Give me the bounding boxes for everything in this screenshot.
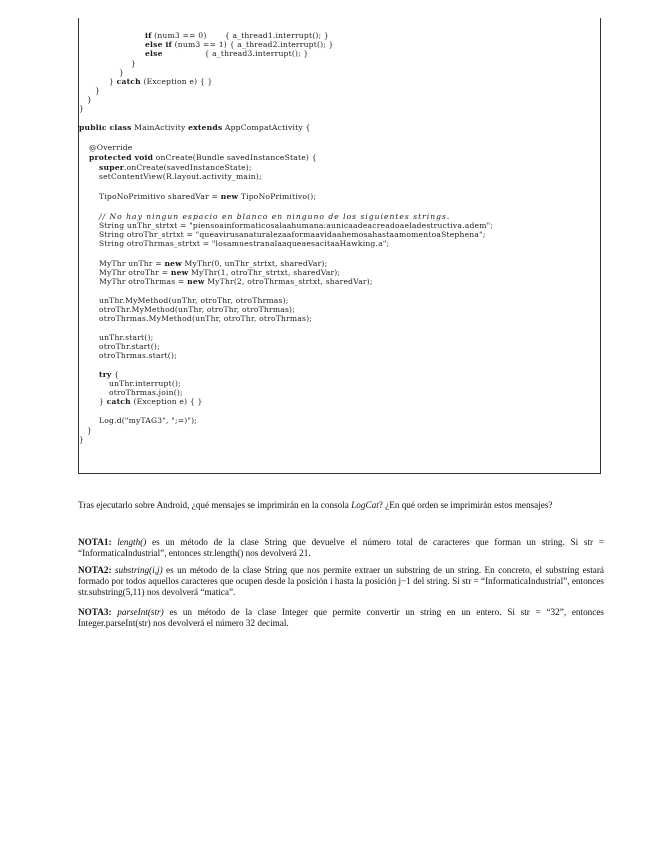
note-1-method: length()	[117, 537, 147, 547]
question-text-em: LogCat	[351, 500, 379, 510]
code-line	[145, 31, 329, 40]
code-text: String otroThr_strtxt = "queavirusanaturalezaaformaavidaahemosahastaamomentoaStephena";	[99, 230, 486, 239]
code-text: }	[109, 77, 117, 86]
code-line	[131, 59, 136, 68]
code-text: }	[87, 95, 93, 104]
code-line	[99, 230, 486, 239]
code-text: String unThr_strtxt = "piensoainformaticosalaahumana:aunicaadeacreadoaeladestructiva.adem";	[99, 221, 494, 230]
code-text: @Override	[89, 143, 133, 152]
code-keyword: public class	[79, 123, 132, 132]
code-text: unThr.start();	[99, 333, 154, 342]
code-text: (num3 == 1) { a_thread2.interrupt(); }	[172, 40, 334, 49]
code-text: }	[87, 426, 93, 435]
code-keyword: new	[164, 259, 182, 268]
code-text: MyThr otroThrmas =	[99, 277, 188, 286]
code-text: { a_thread3.interrupt(); }	[162, 49, 309, 58]
code-line	[99, 342, 160, 351]
code-line	[89, 153, 317, 162]
note-2-method: substring(i,j)	[114, 565, 163, 575]
note-2-label: NOTA2:	[78, 565, 112, 575]
code-line	[145, 49, 309, 58]
code-keyword: protected void	[89, 153, 154, 162]
code-text: TipoNoPrimitivo();	[238, 192, 317, 201]
code-line	[99, 416, 197, 425]
code-keyword: if	[145, 31, 152, 40]
code-text: otroThrmas.start();	[99, 351, 177, 360]
code-listing	[79, 18, 600, 473]
code-line	[99, 221, 493, 230]
code-line	[99, 351, 177, 360]
code-line	[109, 77, 213, 86]
code-text: MyThr unThr =	[99, 259, 165, 268]
code-text: AppCompatActivity {	[222, 123, 311, 132]
code-line	[79, 104, 84, 113]
note-3-method: parseInt(str)	[117, 607, 164, 617]
code-line	[99, 192, 316, 201]
code-line	[99, 296, 289, 305]
code-text: }	[79, 104, 85, 113]
code-text: MyThr(0, unThr_strtxt, sharedVar);	[181, 259, 328, 268]
code-line	[99, 305, 295, 314]
code-text: String otroThrmas_strtxt = "losamuestranalaaqueaesacitaaHawking.a";	[99, 239, 390, 248]
code-text: (num3 == 0) { a_thread1.interrupt(); }	[151, 31, 329, 40]
code-text: MyThr otroThr =	[99, 268, 171, 277]
code-text: (Exception e) { }	[140, 77, 213, 86]
code-line	[99, 212, 450, 221]
code-text: MyThr(2, otroThrmas_strtxt, sharedVar);	[204, 277, 373, 286]
code-keyword: extends	[188, 123, 223, 132]
note-3-label: NOTA3:	[78, 607, 112, 617]
note-2	[78, 565, 604, 599]
code-line	[99, 314, 312, 323]
note-1	[78, 537, 604, 559]
code-line	[99, 268, 340, 277]
code-keyword: super	[99, 163, 124, 172]
code-line	[145, 40, 334, 49]
code-text: Log.d("myTAG3", ";=)");	[99, 416, 198, 425]
code-line	[89, 143, 132, 152]
code-line	[79, 435, 84, 444]
code-text: otroThr.MyMethod(unThr, otroThr, otroThrmas);	[99, 305, 295, 314]
code-text: TipoNoPrimitivo sharedVar =	[99, 192, 221, 201]
code-keyword: new	[170, 268, 189, 277]
code-text: MyThr(1, otroThr_strtxt, sharedVar);	[188, 268, 341, 277]
code-keyword: new	[220, 192, 239, 201]
code-keyword: new	[187, 277, 205, 286]
code-line	[119, 68, 124, 77]
code-keyword: catch	[106, 397, 131, 406]
code-keyword: else if	[145, 40, 173, 49]
code-text: .onCreate(savedInstanceState);	[123, 163, 252, 172]
code-line	[99, 163, 252, 172]
code-text: setContentView(R.layout.activity_main);	[99, 172, 262, 181]
note-1-label: NOTA1:	[78, 537, 112, 547]
code-line	[99, 277, 373, 286]
code-text: onCreate(Bundle savedInstanceState) {	[153, 153, 317, 162]
note-3	[78, 607, 604, 629]
code-line	[79, 123, 310, 132]
code-line	[99, 239, 389, 248]
code-text: }	[79, 435, 85, 444]
code-line	[99, 259, 327, 268]
code-keyword: try	[99, 370, 112, 379]
code-text: MainActivity	[131, 123, 189, 132]
code-text: }	[95, 86, 101, 95]
code-line	[99, 333, 153, 342]
code-keyword: catch	[116, 77, 141, 86]
code-text: (Exception e) { }	[130, 397, 203, 406]
code-keyword: else	[145, 49, 163, 58]
code-text: unThr.interrupt();	[109, 379, 181, 388]
question-paragraph	[78, 500, 604, 511]
code-text: }	[99, 397, 107, 406]
code-text: {	[111, 370, 120, 379]
question-text-post: ? ¿En qué orden se imprimirán estos mensajes?	[378, 500, 553, 510]
code-listing-frame	[78, 18, 601, 474]
code-text: otroThr.start();	[99, 342, 160, 351]
note-3-text: es un método de la clase Integer que permite convertir un string en un entero. Si str = “32”, entonces Integer.parseInt(str) nos devolverá el número 32 decimal.	[78, 607, 604, 629]
code-line	[99, 397, 203, 406]
code-comment: // No hay ningun espacio en blanco en ninguno de los siguientes strings.	[99, 212, 451, 221]
code-line	[95, 86, 100, 95]
note-2-text: es un método de la clase String que nos permite extraer un substring de un string. En concreto, el substring estará formado por todos aquellos caracteres que ocupen desde la posición i hasta la posición j−1 del string. Si str = “InformaticaIndustrial”, entonces str.substring(5,11) nos devolverá “matica”.	[78, 565, 604, 598]
note-1-text: es un método de la clase String que devuelve el número total de caracteres que forman un string. Si str = “InformaticaIndustrial”, entonces str.length() nos devolverá 21.	[78, 537, 604, 559]
code-text: otroThrmas.MyMethod(unThr, otroThr, otroThrmas);	[99, 314, 313, 323]
question-text-pre: Tras ejecutarlo sobre Android, ¿qué mensajes se imprimirán en la consola	[78, 500, 352, 510]
code-line	[87, 95, 92, 104]
code-line	[109, 388, 183, 397]
code-line	[99, 172, 262, 181]
code-text: otroThrmas.join();	[109, 388, 183, 397]
code-text: }	[119, 68, 125, 77]
code-text: }	[131, 59, 137, 68]
code-text: unThr.MyMethod(unThr, otroThr, otroThrmas);	[99, 296, 289, 305]
code-line	[87, 426, 92, 435]
code-line	[109, 379, 181, 388]
code-line	[99, 370, 119, 379]
